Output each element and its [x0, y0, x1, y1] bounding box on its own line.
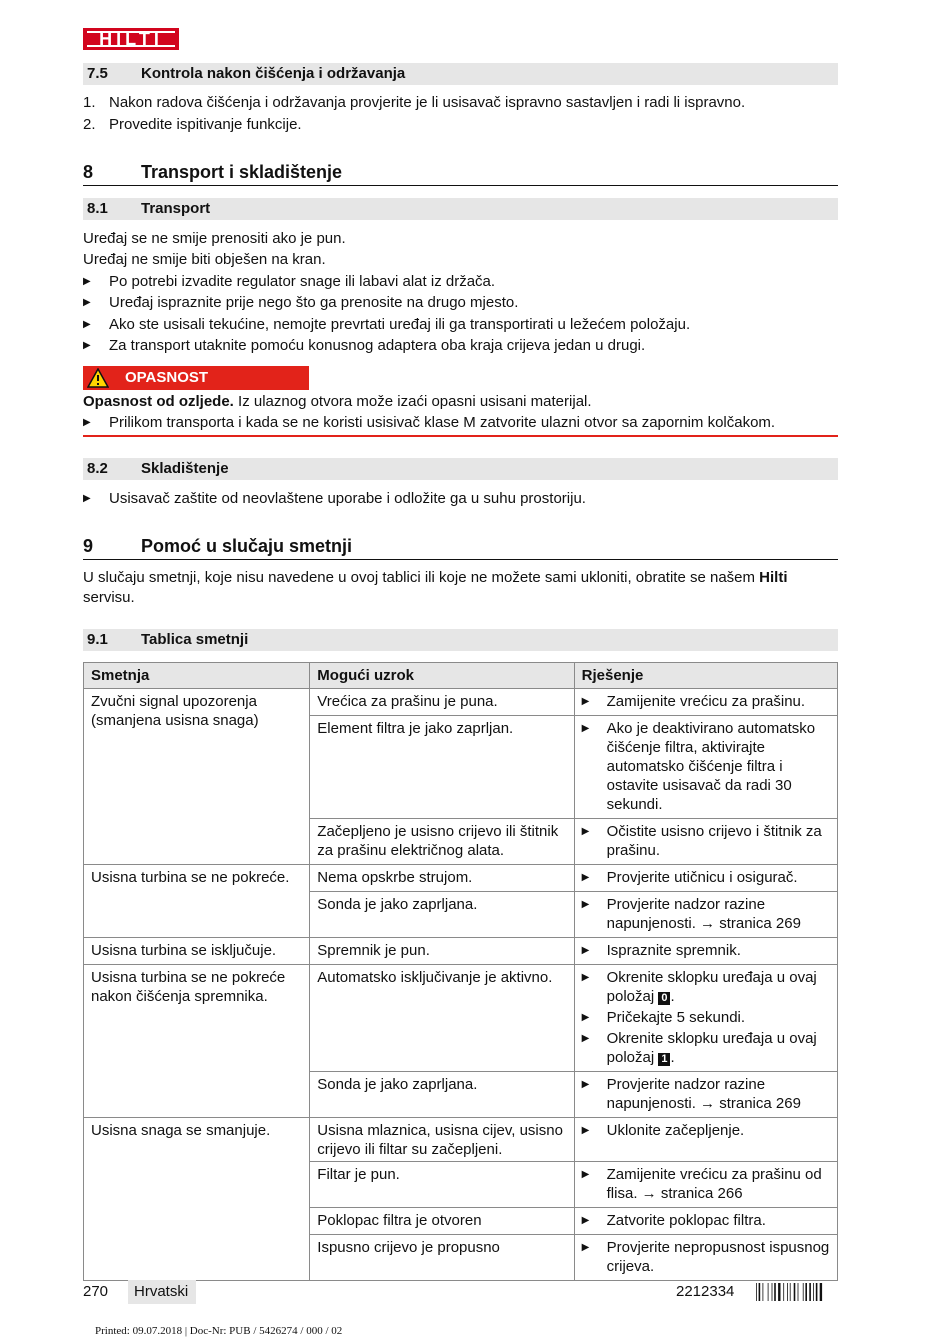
- table-row: Sonda je jako zaprljana. ▶ Provjerite nadzor razine napunjenosti. → stranica 269: [84, 1072, 838, 1118]
- bullet-icon: ▶: [581, 1125, 590, 1136]
- danger-label: OPASNOST: [125, 369, 209, 386]
- section-8-header: 8 Transport i skladištenje: [83, 161, 838, 186]
- table-row: Usisna turbina se ne pokreće. Nema opskrbe strujom. ▶ Provjerite utičnicu i osigurač.: [84, 865, 838, 892]
- bullet-icon: ▶: [83, 319, 91, 330]
- warning-triangle-icon: [87, 368, 109, 388]
- bullet-icon: ▶: [581, 872, 590, 883]
- bullet-icon: ▶: [83, 340, 91, 351]
- bullet-icon: ▶: [581, 1169, 590, 1180]
- table-row: Začepljeno je usisno crijevo ili štitnik za prašinu električnog alata. ▶ Očistite usisno crijevo i štitnik za prašinu.: [84, 819, 838, 865]
- danger-banner: [83, 366, 309, 390]
- paragraph-line: Uređaj ne smije biti obješen na kran.: [83, 251, 326, 268]
- section-8-title: Transport i skladištenje: [141, 162, 343, 182]
- print-info: Printed: 09.07.2018 | Doc-Nr: PUB / 5426274 / 000 / 02: [95, 1325, 343, 1337]
- danger-text: Opasnost od ozljede. Iz ulaznog otvora može izaći opasni usisani materijal.: [83, 393, 592, 410]
- bullet-icon: ▶: [581, 972, 590, 983]
- bullet-icon: ▶: [83, 297, 91, 308]
- hilti-logo: HILTI: [83, 28, 179, 50]
- paragraph-line: servisu.: [83, 589, 135, 606]
- section-9-header: 9 Pomoć u slučaju smetnji: [83, 535, 838, 560]
- page-number: 270: [83, 1283, 109, 1300]
- table-row: Sonda je jako zaprljana. ▶ Provjerite nadzor razine napunjenosti. → stranica 269: [84, 892, 838, 938]
- bullet-icon: ▶: [83, 276, 91, 287]
- switch-position-0: 0: [658, 992, 670, 1005]
- table-row: Filtar je pun. ▶ Zamijenite vrećicu za prašinu od flisa. → stranica 266: [84, 1162, 838, 1208]
- bullet-icon: ▶: [581, 1242, 590, 1253]
- fault-table: [83, 662, 838, 1281]
- table-header-row: Smetnja Mogući uzrok Rješenje: [84, 663, 838, 689]
- bullet-icon: ▶: [581, 723, 590, 734]
- bullet-icon: ▶: [581, 1079, 590, 1090]
- table-row: Zvučni signal upozorenja (smanjena usisna snaga) Vrećica za prašinu je puna. ▶ Zamijenite vrećicu za prašinu.: [84, 689, 838, 716]
- section-8-1-header: 8.1 Transport: [83, 198, 838, 220]
- language-label: Hrvatski: [128, 1280, 196, 1304]
- paragraph-line: Uređaj se ne smije prenositi ako je pun.: [83, 230, 346, 247]
- bullet-icon: ▶: [581, 696, 590, 707]
- bullet-icon: ▶: [581, 899, 590, 910]
- bullet-icon: ▶: [83, 417, 91, 428]
- table-row: Element filtra je jako zaprljan. ▶ Ako je deaktivirano automatsko čišćenje filtra, aktivirajte automatsko čišćenje filtra i ostavite usisavač da radi 30 sekundi.: [84, 716, 838, 819]
- danger-divider: [83, 435, 838, 437]
- table-row: Usisna turbina se isključuje. Spremnik je pun. ▶ Ispraznite spremnik.: [84, 938, 838, 965]
- bullet-icon: ▶: [581, 945, 590, 956]
- switch-position-1: 1: [658, 1053, 670, 1066]
- bullet-icon: ▶: [581, 1215, 590, 1226]
- section-7-5-title: Kontrola nakon čišćenja i održavanja: [141, 65, 406, 82]
- bullet-icon: ▶: [581, 1012, 590, 1023]
- bullet-icon: ▶: [581, 826, 590, 837]
- table-row: Ispusno crijevo je propusno ▶ Provjerite nepropusnost ispusnog crijeva.: [84, 1235, 838, 1281]
- bullet-icon: ▶: [83, 493, 91, 504]
- table-row: Usisna snaga se smanjuje. Usisna mlaznica, usisna cijev, usisno crijevo ili filtar su začepljeni. ▶ Uklonite začepljenje.: [84, 1118, 838, 1162]
- bullet-icon: ▶: [581, 1033, 590, 1044]
- table-row: Poklopac filtra je otvoren ▶ Zatvorite poklopac filtra.: [84, 1208, 838, 1235]
- doc-number: 2212334: [676, 1283, 735, 1300]
- table-row: Usisna turbina se ne pokreće nakon čišćenja spremnika. Automatsko isključivanje je aktivno. ▶ Okrenite sklopku uređaja u ovaj položaj 0 . ▶ Pričekajte 5 sekundi. ▶ Okrenite sklopku uređaja u ovaj položaj 1 .: [84, 965, 838, 1072]
- paragraph-line: U slučaju smetnji, koje nisu navedene u ovoj tablici ili koje ne možete sami ukloniti, obratite se našem Hilti: [83, 569, 788, 586]
- barcode-icon: [756, 1283, 838, 1301]
- section-9-1-header: 9.1 Tablica smetnji: [83, 629, 838, 651]
- section-7-5-header: 7.5 Kontrola nakon čišćenja i održavanja: [83, 63, 838, 85]
- section-8-2-header: 8.2 Skladištenje: [83, 458, 838, 480]
